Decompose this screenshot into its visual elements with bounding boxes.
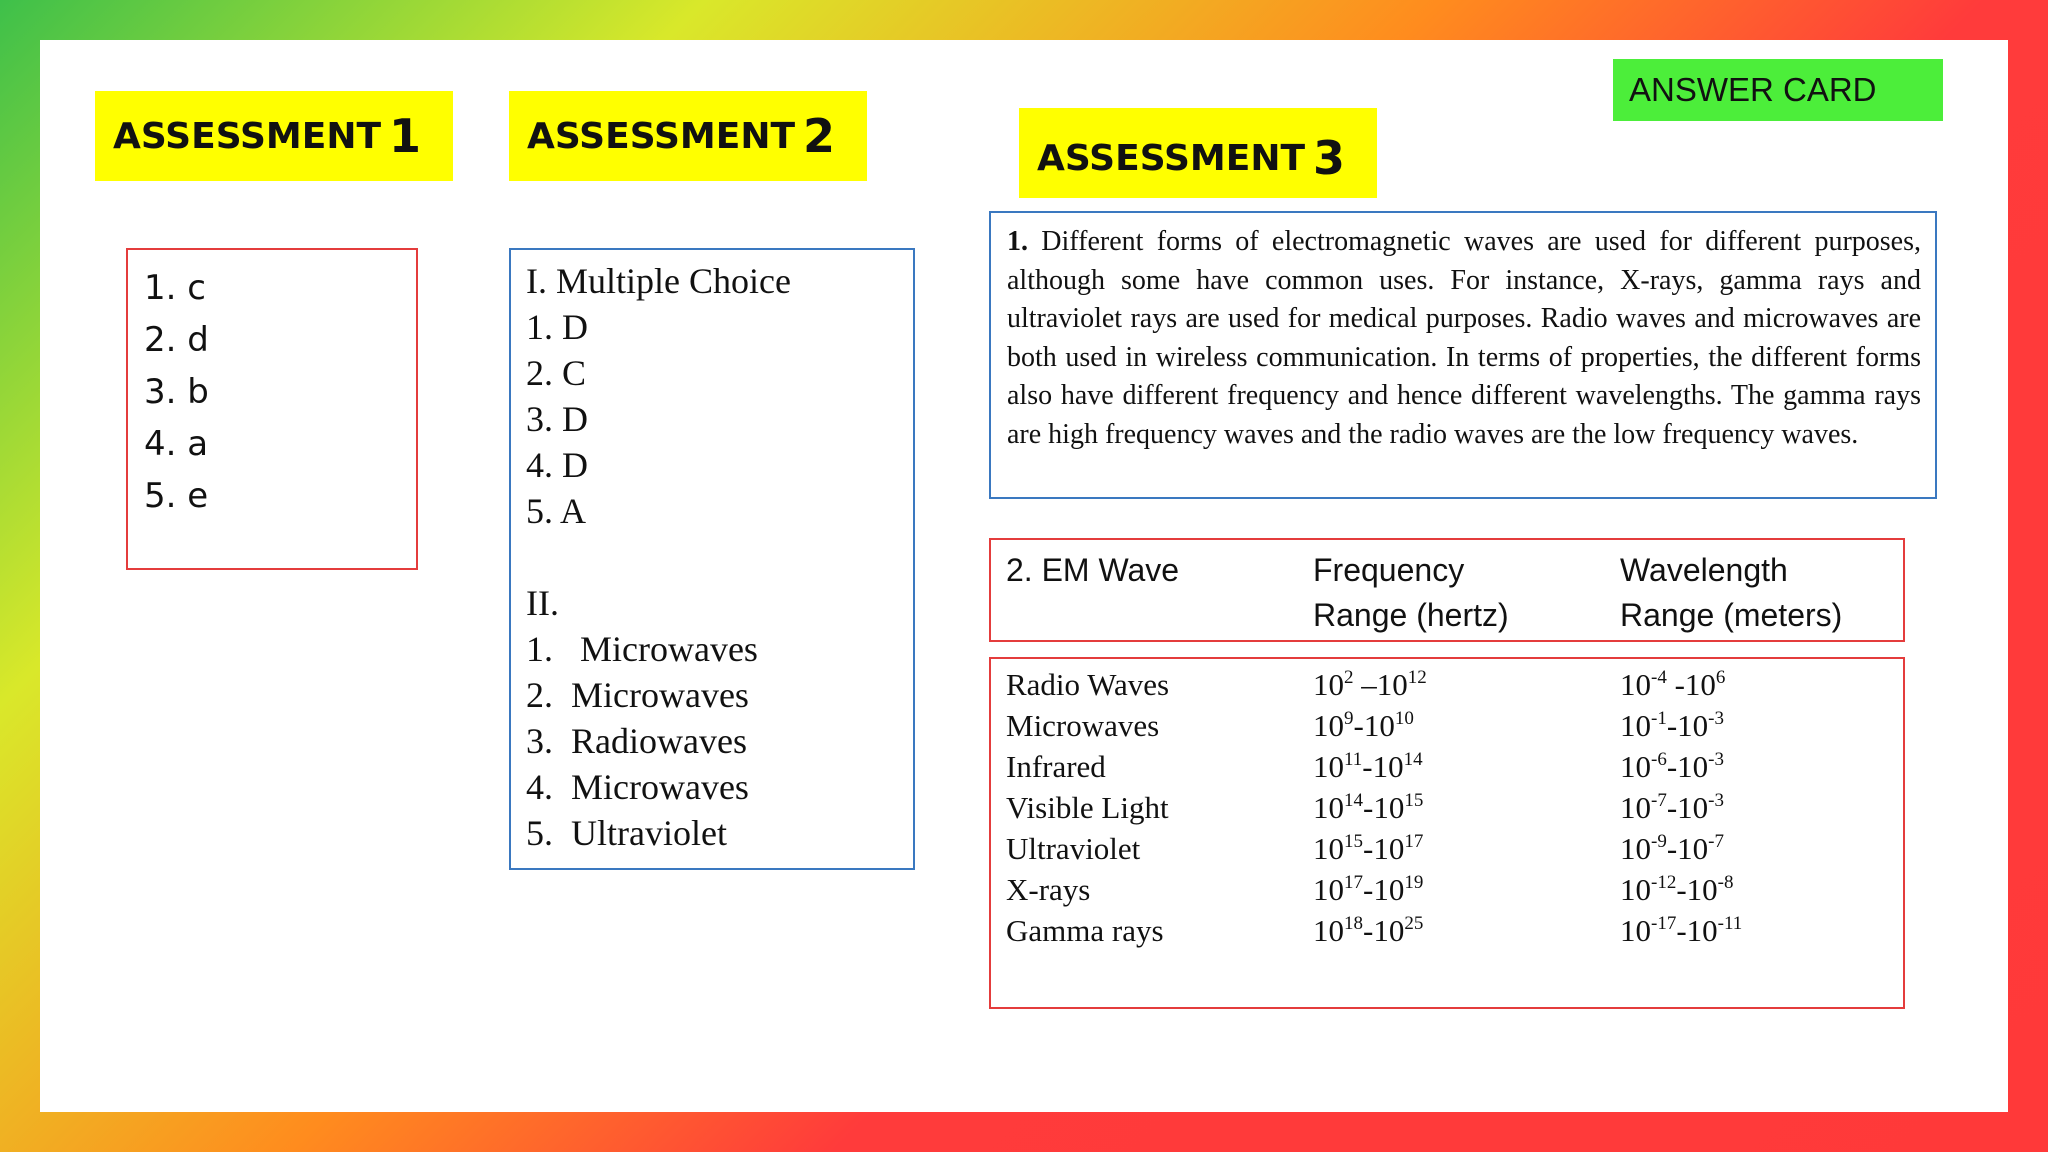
wave-name: Infrared [1006,749,1106,784]
assessment-3-heading-text: ASSESSMENT [1037,137,1306,179]
wl-base: 10 [1686,872,1718,907]
wl-base: 10 [1620,667,1651,702]
wl-sep: - [1666,831,1678,866]
freq-base: 10 [1373,872,1405,907]
freq-exp: 14 [1403,749,1423,770]
wl-sep: - [1666,749,1678,784]
wl-exp: -7 [1651,790,1667,811]
answer-item: 5. Ultraviolet [526,813,727,853]
freq-sep: - [1363,872,1374,907]
answer-item: 5. A [526,491,587,531]
answer-item: 4. Microwaves [526,767,749,807]
wl-base: 10 [1677,708,1709,743]
freq-sep: – [1353,667,1377,702]
freq-exp: 18 [1344,913,1363,934]
wl-base: 10 [1620,790,1651,825]
frequency-range [1313,913,1423,949]
wl-exp: -3 [1708,708,1724,729]
freq-exp: 15 [1404,790,1424,811]
freq-exp: 9 [1344,708,1354,729]
assessment-3-heading-number: 3 [1313,131,1346,185]
question-1-label: 1. [1007,226,1028,257]
assessment-2-answers [509,248,915,870]
frequency-range [1313,749,1423,785]
wl-base: 10 [1620,749,1651,784]
wl-exp: 6 [1715,667,1726,688]
col-header-wavelength-line2: Range (meters) [1620,597,1843,633]
wl-sep: - [1676,872,1687,907]
assessment-2-heading-number: 2 [803,109,836,163]
assessment-3-heading [1019,108,1377,198]
wl-exp: -1 [1651,708,1667,729]
wl-exp: -7 [1708,831,1724,852]
wl-base: 10 [1620,708,1651,743]
freq-exp: 12 [1407,667,1427,688]
freq-base: 10 [1313,831,1344,866]
wavelength-range [1620,872,1733,908]
answer-item: 1. c [144,268,206,308]
freq-exp: 17 [1404,831,1424,852]
freq-exp: 19 [1404,872,1424,893]
freq-exp: 11 [1344,749,1363,770]
answer-item: 3. Radiowaves [526,721,747,761]
answer-item: 5. e [144,476,209,516]
freq-base: 10 [1373,913,1405,948]
col-header-frequency [1313,548,1509,638]
freq-exp: 10 [1394,708,1414,729]
freq-exp: 14 [1344,790,1363,811]
freq-sep: - [1363,790,1374,825]
assessment-1-heading [95,91,453,181]
freq-sep: - [1362,749,1373,784]
answer-item: 3. D [526,399,588,439]
wl-base: 10 [1686,913,1718,948]
freq-sep: - [1363,913,1374,948]
answer-item: 1. D [526,307,588,347]
wl-exp: -17 [1651,913,1677,934]
frequency-range [1313,708,1414,744]
wl-sep: - [1666,667,1685,702]
wave-name: Ultraviolet [1006,831,1141,866]
wavelength-range [1620,913,1742,949]
freq-base: 10 [1363,708,1395,743]
part-2-title: II. [526,583,559,623]
wl-base: 10 [1684,667,1716,702]
wl-base: 10 [1620,872,1651,907]
answer-item: 2. C [526,353,587,393]
freq-base: 10 [1373,790,1405,825]
col-header-frequency-line1: Frequency [1313,552,1465,588]
wl-exp: -8 [1717,872,1734,893]
col-header-em-wave: 2. EM Wave [1006,552,1180,588]
wl-exp: -3 [1708,790,1724,811]
answer-item: 4. D [526,445,588,485]
wave-name: Microwaves [1006,708,1160,743]
col-header-frequency-line2: Range (hertz) [1313,597,1509,633]
spacer [526,534,913,580]
freq-sep: - [1363,831,1374,866]
wl-base: 10 [1620,913,1651,948]
table-row [991,749,1903,790]
freq-base: 10 [1313,913,1344,948]
answer-item: 2. Microwaves [526,675,749,715]
wavelength-range [1620,708,1724,744]
freq-base: 10 [1372,749,1404,784]
wl-exp: -4 [1651,667,1667,688]
wavelength-range [1620,790,1724,826]
freq-base: 10 [1313,667,1344,702]
freq-exp: 15 [1344,831,1363,852]
freq-exp: 17 [1344,872,1363,893]
wl-base: 10 [1620,831,1651,866]
question-1-paragraph [1007,223,1921,454]
freq-base: 10 [1376,667,1408,702]
freq-base: 10 [1313,790,1344,825]
wl-sep: - [1666,708,1678,743]
table-row [991,872,1903,913]
table-row [991,708,1903,749]
freq-base: 10 [1313,708,1344,743]
freq-base: 10 [1373,831,1405,866]
table-row [991,831,1903,872]
wl-sep: - [1666,790,1678,825]
answer-item: 2. d [144,320,209,360]
part-1-title: I. Multiple Choice [526,261,791,301]
wl-exp: -3 [1708,749,1724,770]
frequency-range [1313,667,1427,703]
answer-item: 1. Microwaves [526,629,758,669]
em-wave-table-header [989,538,1905,642]
wave-name: Gamma rays [1006,913,1164,948]
slide [40,40,2008,1112]
table-row [991,667,1903,708]
wl-base: 10 [1677,831,1709,866]
freq-exp: 2 [1344,667,1354,688]
frequency-range [1313,872,1423,908]
wl-sep: - [1676,913,1687,948]
wl-base: 10 [1677,749,1709,784]
assessment-2-heading-text: ASSESSMENT [527,115,796,157]
frequency-range [1313,790,1423,826]
wl-exp: -11 [1717,913,1743,934]
wavelength-range [1620,831,1724,867]
wavelength-range [1620,749,1724,785]
assessment-1-answers [126,248,418,570]
assessment-2-heading [509,91,867,181]
wavelength-range [1620,667,1725,703]
wl-exp: -9 [1651,831,1667,852]
assessment-1-heading-text: ASSESSMENT [113,115,382,157]
question-1-text: Different forms of electromagnetic waves are used for different purposes, although some have common uses. For instance, X-rays, gamma rays and ultraviolet rays are used for medical purposes. Radio waves and microwaves are both used in wireless communication. In terms of properties, the different forms also have different frequency and hence different wavelengths. The gamma rays are high frequency waves and the radio waves are the low frequency waves. [1007,226,1922,450]
freq-sep: - [1353,708,1364,743]
answer-item: 3. b [144,372,209,412]
freq-base: 10 [1313,749,1344,784]
assessment-3-question-1 [989,211,1937,499]
wl-exp: -12 [1651,872,1677,893]
wl-exp: -6 [1651,749,1667,770]
col-header-wavelength [1620,548,1842,638]
wave-name: X-rays [1006,872,1091,907]
em-wave-table-body [989,657,1905,1009]
freq-exp: 25 [1404,913,1424,934]
assessment-1-heading-number: 1 [389,109,422,163]
col-header-wavelength-line1: Wavelength [1620,552,1788,588]
answer-card-label: ANSWER CARD [1613,59,1943,121]
answer-item: 4. a [144,424,209,464]
table-row [991,790,1903,831]
freq-base: 10 [1313,872,1344,907]
table-row [991,913,1903,954]
wl-base: 10 [1677,790,1709,825]
frequency-range [1313,831,1423,867]
wave-name: Radio Waves [1006,667,1170,702]
wave-name: Visible Light [1006,790,1169,825]
